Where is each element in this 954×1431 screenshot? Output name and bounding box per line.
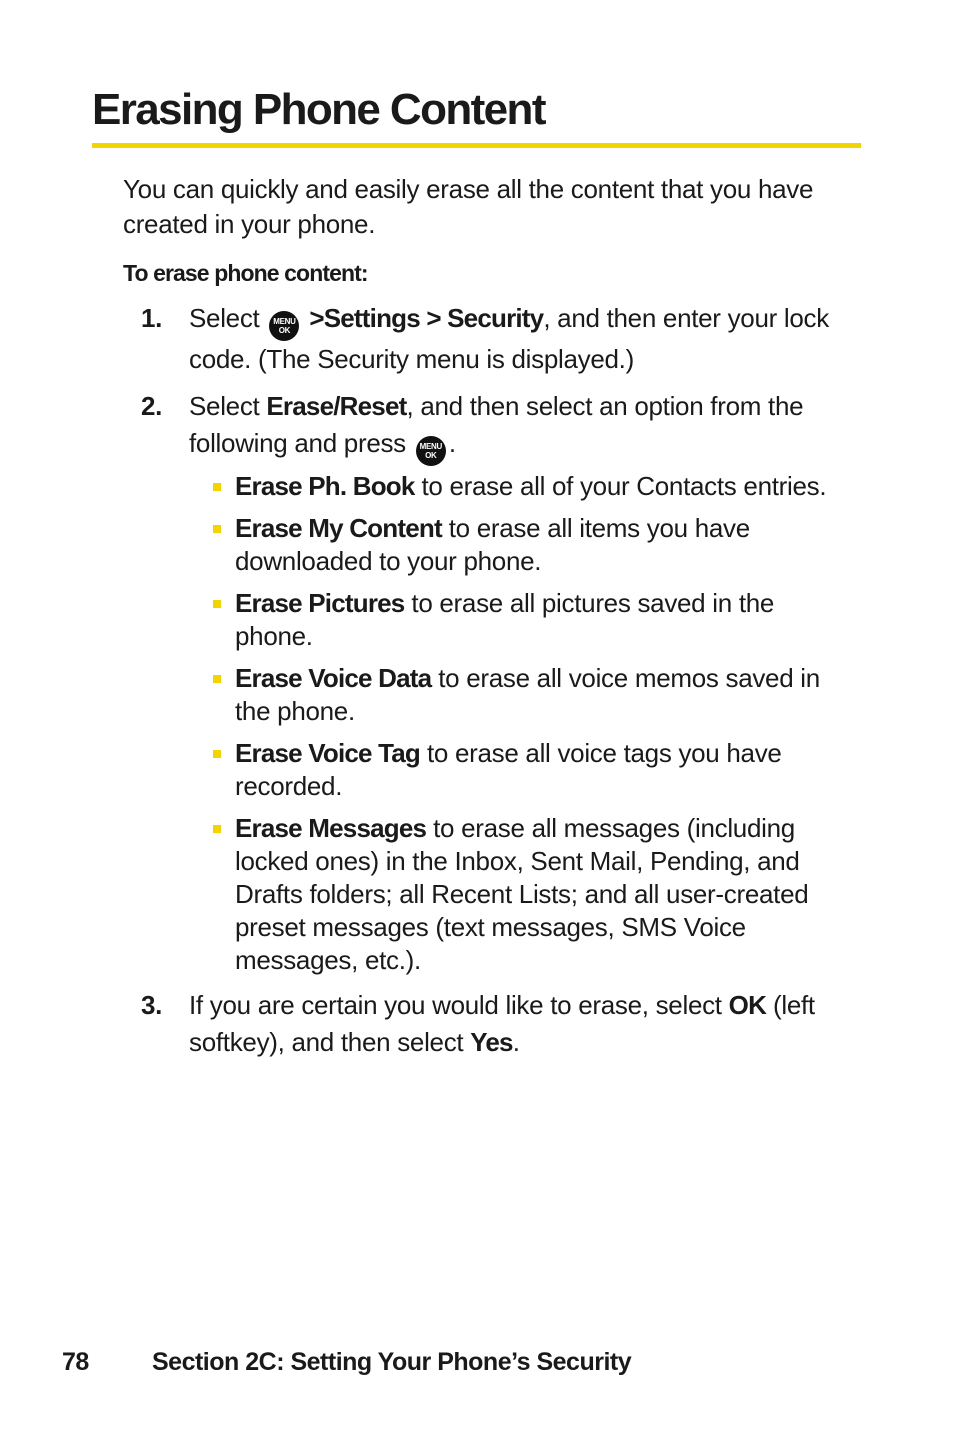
steps-list [123,300,853,1061]
page-title: Erasing Phone Content [92,85,545,134]
page-footer [62,1348,631,1377]
menu-ok-key-icon: MENU OK [269,311,299,341]
step-3: 3. If you are certain you would like to erase, select OK (left softkey), and then select Yes. [123,987,853,1061]
menu-ok-key-icon: MENU OK [416,436,446,466]
option-erase-my-content: Erase My Content to erase all items you have downloaded to your phone. [189,512,853,578]
main-content [123,172,853,1071]
menu-path: >Settings > Security [309,303,544,333]
option-erase-ph-book: Erase Ph. Book to erase all of your Contacts entries. [189,470,853,503]
procedure-heading: To erase phone content: [123,260,368,286]
option-erase-voice-tag: Erase Voice Tag to erase all voice tags you have recorded. [189,737,853,803]
section-title: Section 2C: Setting Your Phone’s Security [152,1348,632,1376]
step-text: Select [189,303,260,333]
bullet-square-icon [213,525,221,533]
ok-label: OK [728,990,767,1020]
page-number: 78 [62,1348,89,1376]
bullet-square-icon [213,675,221,683]
step-number: 3. [141,990,163,1020]
step-text: Select [189,391,267,421]
intro-paragraph: You can quickly and easily erase all the content that you have created in your phone. [123,174,814,239]
yes-label: Yes [470,1027,513,1057]
bullet-square-icon [213,600,221,608]
erase-options-list [189,470,853,977]
option-erase-messages: Erase Messages to erase all messages (including locked ones) in the Inbox, Sent Mail, Pending, and Drafts folders; all Recent Lists; and all user-created preset messages (text messages, SMS Voice messages, etc.). [189,812,853,977]
title-underline [92,143,861,148]
erase-reset-label: Erase/Reset [266,391,407,421]
bullet-square-icon [213,483,221,491]
bullet-square-icon [213,825,221,833]
step-text: , and then enter your lock code. (The Security menu is displayed.) [189,303,829,374]
option-erase-voice-data: Erase Voice Data to erase all voice memos saved in the phone. [189,662,853,728]
option-erase-pictures: Erase Pictures to erase all pictures saved in the phone. [189,587,853,653]
step-2: 2. Select Erase/Reset, and then select an option from the following and press MENU OK . Erase Ph. Book to erase all of your Contacts entries. Erase My Content to erase all items you have downloaded to your phone. Erase Pictures to erase all pictures saved in the phone. Erase Voice Data to erase all voice memos saved in the phone. Erase Voice Tag to erase all voice tags you have recorded. Erase Messages to erase all messages (including locked ones) in the Inbox, Sent Mail, Pending, and Drafts folders; all Recent Lists; and all user-created preset messages (text messages, SMS Voice messages, etc.). [123,388,853,977]
step-text: , and then select an option from the following and press [189,391,804,458]
step-number: 2. [141,391,163,421]
step-1 [123,300,853,378]
step-number: 1. [141,303,163,333]
bullet-square-icon [213,750,221,758]
